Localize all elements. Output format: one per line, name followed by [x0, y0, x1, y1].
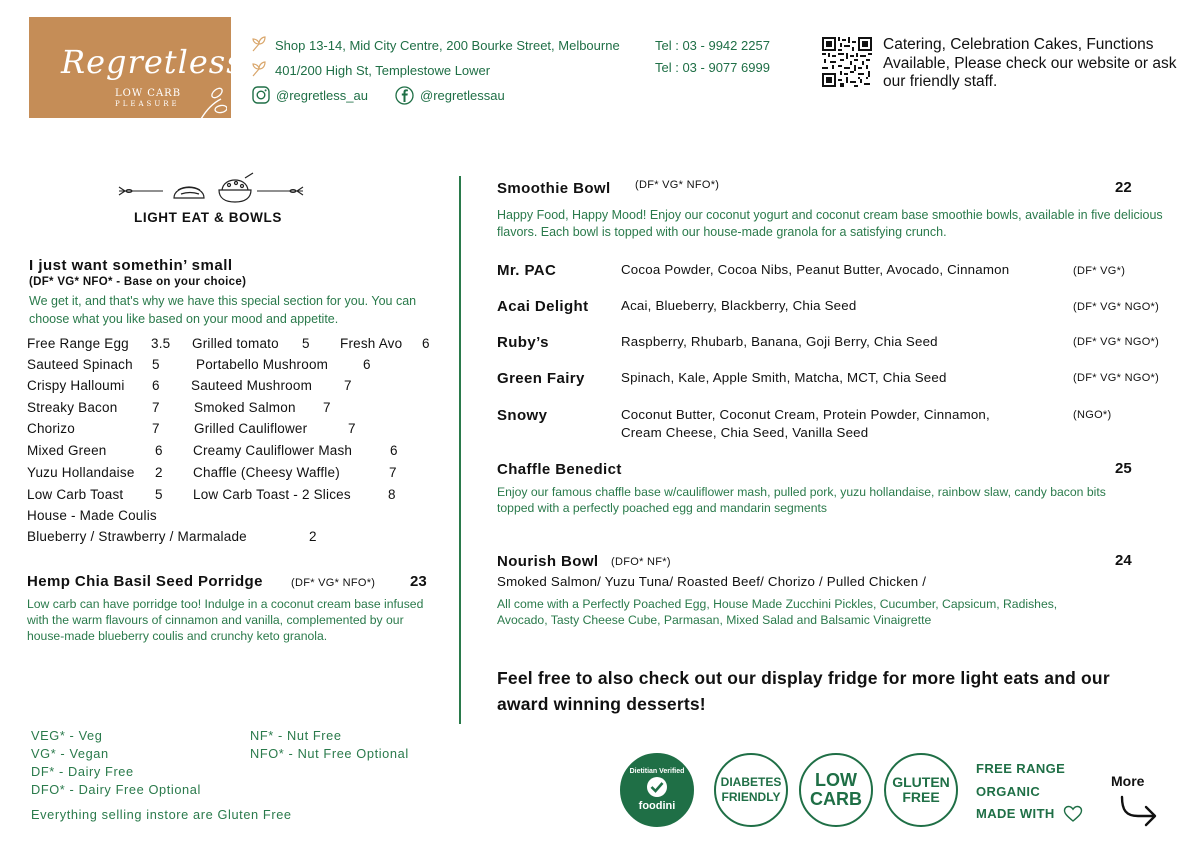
flavor-ingredients: Acai, Blueberry, Blackberry, Chia Seed — [621, 298, 857, 313]
address-1: Shop 13-14, Mid City Centre, 200 Bourke Street, Melbourne — [275, 38, 620, 53]
gluten-free-badge: GLUTEN FREE — [884, 753, 958, 827]
flavor-diet: (DF* VG* NGO*) — [1073, 372, 1160, 384]
feature-made-with: MADE WITH — [976, 806, 1055, 821]
menu-price: 6 — [363, 357, 371, 372]
nourish-desc: All come with a Perfectly Poached Egg, House Made Zucchini Pickles, Cucumber, Capsicum, Radishes, Avocado, Tasty Cheese Cube, Parmasan, Mixed Salad and Balsamic Vinaigrette — [497, 597, 1058, 627]
menu-item: Chorizo — [27, 421, 75, 436]
smoothie-diet: (DF* VG* NFO*) — [635, 179, 720, 191]
menu-price: 7 — [348, 421, 356, 436]
legend-item: VG* - Vegan — [31, 746, 109, 761]
menu-price: 8 — [388, 487, 396, 502]
legend-item: NF* - Nut Free — [250, 728, 342, 743]
leaf-icon — [250, 35, 268, 53]
smoothie-price: 22 — [1115, 179, 1132, 196]
porridge-price: 23 — [410, 573, 427, 590]
qr-code[interactable] — [822, 37, 872, 87]
flavor-diet: (DF* VG* NGO*) — [1073, 336, 1160, 348]
feature-organic: ORGANIC — [976, 784, 1041, 799]
menu-item: Streaky Bacon — [27, 400, 118, 415]
badge-foodini: foodini — [638, 800, 676, 812]
diabetes-badge: DIABETES FRIENDLY — [714, 753, 788, 827]
menu-item: Fresh Avo — [340, 336, 403, 351]
coulis-options: Blueberry / Strawberry / Marmalade — [27, 529, 247, 544]
taco-icon — [174, 187, 204, 198]
nourish-options: Smoked Salmon/ Yuzu Tuna/ Roasted Beef/ Chorizo / Pulled Chicken / — [497, 574, 927, 589]
menu-price: 7 — [389, 465, 397, 480]
menu-item: Yuzu Hollandaise — [27, 465, 135, 480]
flavor-name: Mr. PAC — [497, 262, 557, 279]
flavor-ingredients: Cocoa Powder, Cocoa Nibs, Peanut Butter, Avocado, Cinnamon — [621, 262, 1010, 277]
coulis-title: House - Made Coulis — [27, 508, 157, 523]
menu-price: 6 — [155, 443, 163, 458]
flavor-ingredients: Raspberry, Rhubarb, Banana, Goji Berry, Chia Seed — [621, 334, 938, 349]
chaffle-desc: Enjoy our famous chaffle base w/cauliflower mash, pulled pork, yuzu hollandaise, rainbow slaw, candy bacon bits topped with a perfectly poached egg and mandarin segments — [497, 485, 1106, 515]
feature-free-range: FREE RANGE — [976, 761, 1066, 776]
nourish-title: Nourish Bowl — [497, 553, 599, 570]
flavor-diet: (DF* VG*) — [1073, 265, 1126, 277]
chaffle-title: Chaffle Benedict — [497, 461, 622, 478]
instagram-icon — [252, 86, 270, 104]
phone-2[interactable]: Tel : 03 - 9077 6999 — [655, 60, 770, 75]
section-ornament — [115, 172, 310, 206]
menu-price: 5 — [302, 336, 310, 351]
logo-tagline-2: PLEASURE — [115, 100, 180, 108]
arrow-icon[interactable] — [1118, 794, 1162, 828]
menu-item: Grilled Cauliflower — [194, 421, 308, 436]
brand-logo — [29, 17, 244, 118]
nourish-diet: (DFO* NF*) — [611, 556, 671, 568]
bowl-icon — [219, 173, 253, 202]
menu-item: Grilled tomato — [192, 336, 279, 351]
menu-price: 7 — [152, 421, 160, 436]
menu-item: Free Range Egg — [27, 336, 129, 351]
flavor-name: Green Fairy — [497, 370, 585, 387]
fridge-callout: Feel free to also check out our display fridge for more light eats and our award winning desserts! — [497, 668, 1110, 714]
check-icon — [643, 776, 671, 798]
menu-item: Mixed Green — [27, 443, 107, 458]
facebook-handle[interactable]: @regretlessau — [420, 88, 505, 103]
foodini-badge — [620, 753, 694, 827]
instagram-handle[interactable]: @regretless_au — [276, 88, 368, 103]
menu-price: 2 — [155, 465, 163, 480]
nourish-price: 24 — [1115, 552, 1132, 569]
flavor-ingredients: Spinach, Kale, Apple Smith, Matcha, MCT, Chia Seed — [621, 370, 947, 385]
menu-item: Sauteed Spinach — [27, 357, 133, 372]
heart-icon — [1063, 805, 1083, 823]
more-label[interactable]: More — [1111, 773, 1145, 789]
low-carb-badge: LOW CARB — [799, 753, 873, 827]
menu-item: Sauteed Mushroom — [191, 378, 313, 393]
logo-name: Regretless — [61, 43, 244, 81]
flavor-ingredients: Coconut Butter, Coconut Cream, Protein Powder, Cinnamon, — [621, 407, 990, 422]
menu-price: 2 — [309, 529, 317, 544]
smoothie-title: Smoothie Bowl — [497, 180, 611, 197]
porridge-diet: (DF* VG* NFO*) — [291, 577, 376, 589]
porridge-desc: Low carb can have porridge too! Indulge in a coconut cream base infused with the warm flavours of cinnamon and vanilla, complemented by our house-made blueberry coulis and crunchy keto granola. — [27, 597, 424, 643]
section-title: LIGHT EAT & BOWLS — [134, 210, 282, 225]
facebook-icon — [395, 86, 414, 105]
menu-price: 6 — [422, 336, 430, 351]
leaf-icon — [197, 81, 227, 121]
gluten-free-note: Everything selling instore are Gluten Free — [31, 807, 292, 822]
legend-item: DFO* - Dairy Free Optional — [31, 782, 201, 797]
flavor-name: Ruby’s — [497, 334, 549, 351]
flavor-diet: (DF* VG* NGO*) — [1073, 301, 1160, 313]
column-divider — [459, 176, 461, 724]
menu-item: Low Carb Toast — [27, 487, 124, 502]
legend-item: NFO* - Nut Free Optional — [250, 746, 409, 761]
small-section-title: I just want somethin’ small — [29, 257, 233, 274]
phone-1[interactable]: Tel : 03 - 9942 2257 — [655, 38, 770, 53]
menu-price: 7 — [323, 400, 331, 415]
menu-price: 6 — [152, 378, 160, 393]
catering-note: Catering, Celebration Cakes, Functions Available, Please check our website or ask our friendly staff. — [883, 36, 1177, 90]
logo-tagline-1: LOW CARB — [115, 88, 182, 99]
flavor-ingredients-2: Cream Cheese, Chia Seed, Vanilla Seed — [621, 425, 869, 440]
menu-price: 6 — [390, 443, 398, 458]
badge-top-text: Dietitian Verified — [629, 768, 685, 775]
menu-item: Creamy Cauliflower Mash — [193, 443, 353, 458]
menu-price: 5 — [152, 357, 160, 372]
address-2: 401/200 High St, Templestowe Lower — [275, 63, 491, 78]
smoothie-desc: Happy Food, Happy Mood! Enjoy our coconut yogurt and coconut cream base smoothie bowls, available in five delicious flavors. Each bowl is topped with our house-made granola for a satisfying crunch. — [497, 208, 1163, 239]
menu-price: 7 — [344, 378, 352, 393]
small-section-diet: (DF* VG* NFO* - Base on your choice) — [29, 276, 247, 288]
legend-item: DF* - Dairy Free — [31, 764, 134, 779]
menu-price: 5 — [155, 487, 163, 502]
porridge-title: Hemp Chia Basil Seed Porridge — [27, 573, 263, 590]
legend-item: VEG* - Veg — [31, 728, 103, 743]
small-section-desc: We get it, and that's why we have this special section for you. You can choose what you like based on your mood and appetite. — [29, 294, 417, 326]
flavor-name: Snowy — [497, 407, 548, 424]
menu-item: Portabello Mushroom — [196, 357, 329, 372]
menu-price: 7 — [152, 400, 160, 415]
leaf-icon — [250, 60, 268, 78]
flavor-diet: (NGO*) — [1073, 409, 1112, 421]
menu-item: Low Carb Toast - 2 Slices — [193, 487, 351, 502]
menu-item: Chaffle (Cheesy Waffle) — [193, 465, 340, 480]
chaffle-price: 25 — [1115, 460, 1132, 477]
menu-price: 3.5 — [151, 336, 171, 351]
menu-item: Smoked Salmon — [194, 400, 296, 415]
menu-item: Crispy Halloumi — [27, 378, 125, 393]
flavor-name: Acai Delight — [497, 298, 589, 315]
